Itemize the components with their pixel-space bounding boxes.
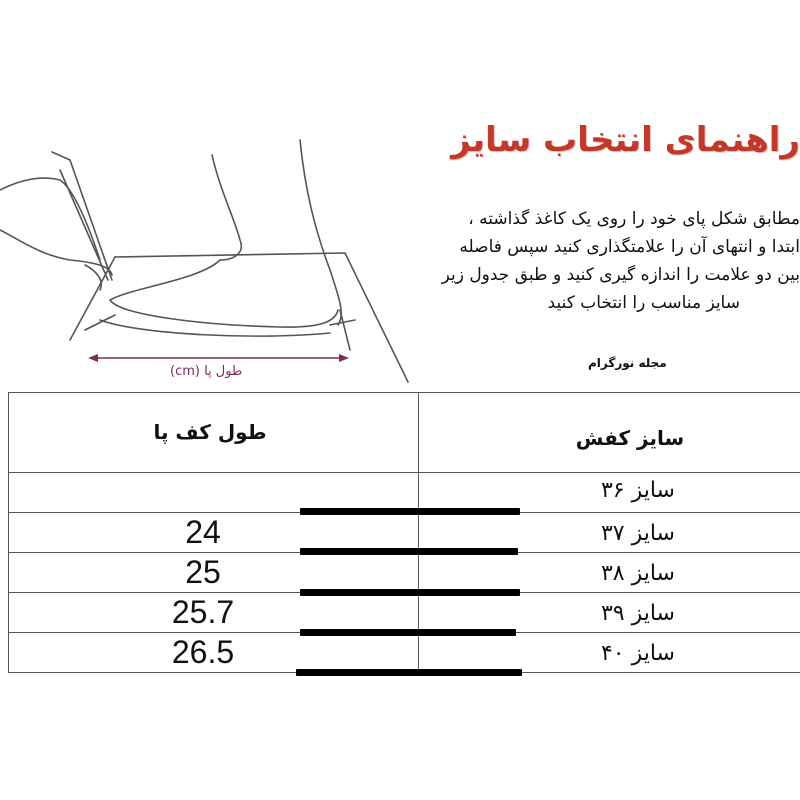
- instructions-text: [400, 205, 800, 317]
- size-cell: سایز ۳۹: [600, 601, 675, 626]
- page-title: راهنمای انتخاب سایز: [451, 120, 800, 160]
- table-row-divider: [8, 472, 800, 473]
- marker-line: [300, 508, 520, 515]
- foot-length-label: طول پا (cm): [170, 364, 243, 379]
- instruction-line: بین دو علامت را اندازه گیری کنید و طبق جدول زیر: [441, 265, 800, 285]
- instruction-line: ابتدا و انتهای آن را علامتگذاری کنید سپس فاصله: [459, 237, 800, 257]
- instruction-line: مطابق شکل پای خود را روی یک کاغذ گذاشته ،: [468, 209, 800, 229]
- table-border-left: [8, 392, 9, 672]
- length-cell: 24: [185, 514, 221, 550]
- marker-line: [296, 669, 522, 676]
- source-credit: مجله نورگرام: [588, 356, 667, 370]
- header-shoe-size: سایز کفش: [575, 426, 685, 450]
- table-border-top: [8, 392, 800, 393]
- size-cell: سایز ۳۶: [600, 478, 675, 503]
- marker-line: [300, 589, 520, 596]
- length-cell: 25.7: [171, 594, 235, 630]
- length-cell: 26.5: [171, 634, 235, 670]
- size-cell: سایز ۴۰: [600, 641, 675, 666]
- size-cell: سایز ۳۸: [600, 561, 675, 586]
- length-cell: 25: [185, 554, 221, 590]
- header-foot-length: طول کف پا: [153, 420, 267, 444]
- size-cell: سایز ۳۷: [600, 521, 675, 546]
- foot-measuring-illustration: [0, 130, 430, 390]
- marker-line: [300, 548, 518, 555]
- size-table: [0, 390, 800, 690]
- instruction-line: سایز مناسب را انتخاب کنید: [547, 293, 740, 313]
- marker-line: [300, 629, 516, 636]
